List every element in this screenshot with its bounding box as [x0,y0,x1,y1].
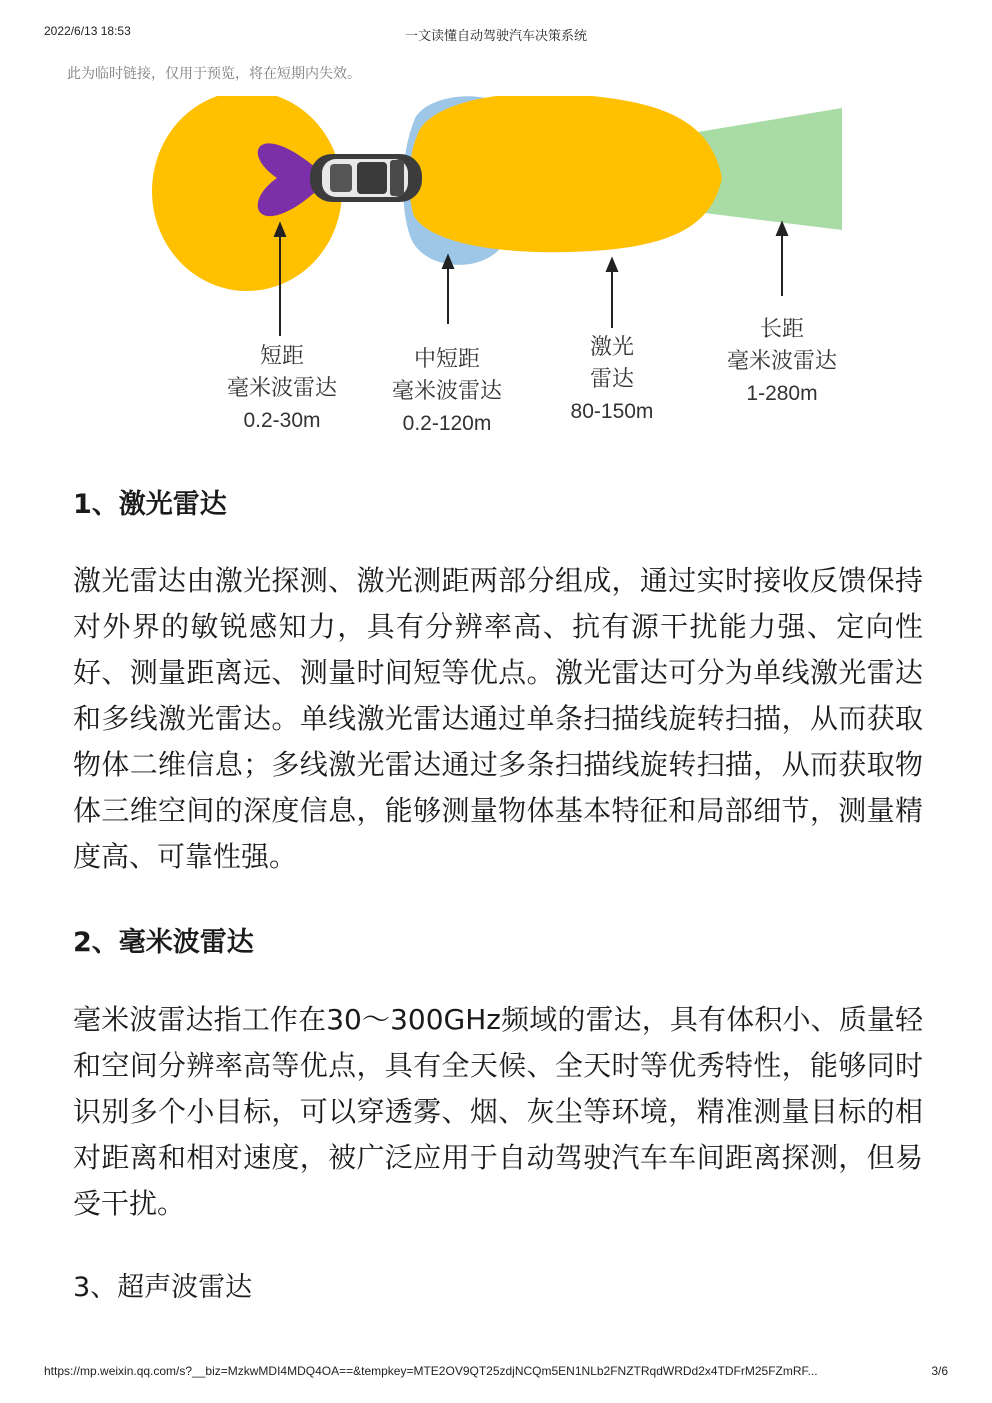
print-footer-url: https://mp.weixin.qq.com/s?__biz=MzkwMDI4MDQ4OA==&tempkey=MTE2OV9QT25zdjNCQm5EN1NLb2FNZTRqdWRDd2x4TDFrM25FZmRF... [44,1364,818,1378]
section-heading-lidar: 1、激光雷达 [73,489,227,520]
print-date: 2022/6/13 18:53 [44,24,131,38]
sensor-range-diagram [152,96,852,446]
mid-range-radar-name: 中短距 [413,347,480,372]
car-icon [310,154,422,202]
section-heading-ultrasonic-radar: 3、超声波雷达 [73,1272,253,1303]
long-range-radar-range: 1-280m [746,382,818,405]
lidar-range: 80-150m [570,400,654,423]
lidar-coverage-lobe [409,96,722,252]
temporary-link-notice: 此为临时链接，仅用于预览，将在短期内失效。 [67,66,361,82]
short-range-radar-type: 毫米波雷达 [226,376,337,401]
mid-range-radar-type: 毫米波雷达 [391,379,502,404]
short-range-radar-label [207,341,357,437]
print-page-number: 3/6 [931,1364,948,1378]
short-range-radar-range: 0.2-30m [243,409,321,432]
short-range-radar-name: 短距 [259,344,304,369]
long-range-radar-name: 长距 [759,317,804,342]
section-body-lidar: 激光雷达由激光探测、激光测距两部分组成，通过实时接收反馈保持对外界的敏锐感知力，具有分辨率高、抗有源干扰能力强、定向性好、测量距离远、测量时间短等优点。激光雷达可分为单线激光雷达和多线激光雷达。单线激光雷达通过单条扫描线旋转扫描，从而获取物体二维信息；多线激光雷达通过多条扫描线旋转扫描，从而获取物体三维空间的深度信息，能够测量物体基本特征和局部细节，测量精度高、可靠性强。 [73,564,923,873]
long-range-radar-label [707,314,857,410]
lidar-name: 激光 [589,335,634,360]
section-body-mmwave-radar: 毫米波雷达指工作在30～300GHz频域的雷达，具有体积小、质量轻和空间分辨率高等优点，具有全天候、全天时等优秀特性，能够同时识别多个小目标，可以穿透雾、烟、灰尘等环境，精准测量目标的相对距离和相对速度，被广泛应用于自动驾驶汽车车间距离探测，但易受干扰。 [73,1003,923,1220]
mid-range-radar-label [372,344,522,440]
print-title: 一文读懂自动驾驶汽车决策系统 [404,29,587,44]
long-range-radar-type: 毫米波雷达 [726,349,837,374]
lidar-type: 雷达 [589,367,634,392]
mid-range-radar-range: 0.2-120m [402,412,492,435]
section-heading-mmwave-radar: 2、毫米波雷达 [73,927,254,958]
lidar-label [542,332,682,428]
